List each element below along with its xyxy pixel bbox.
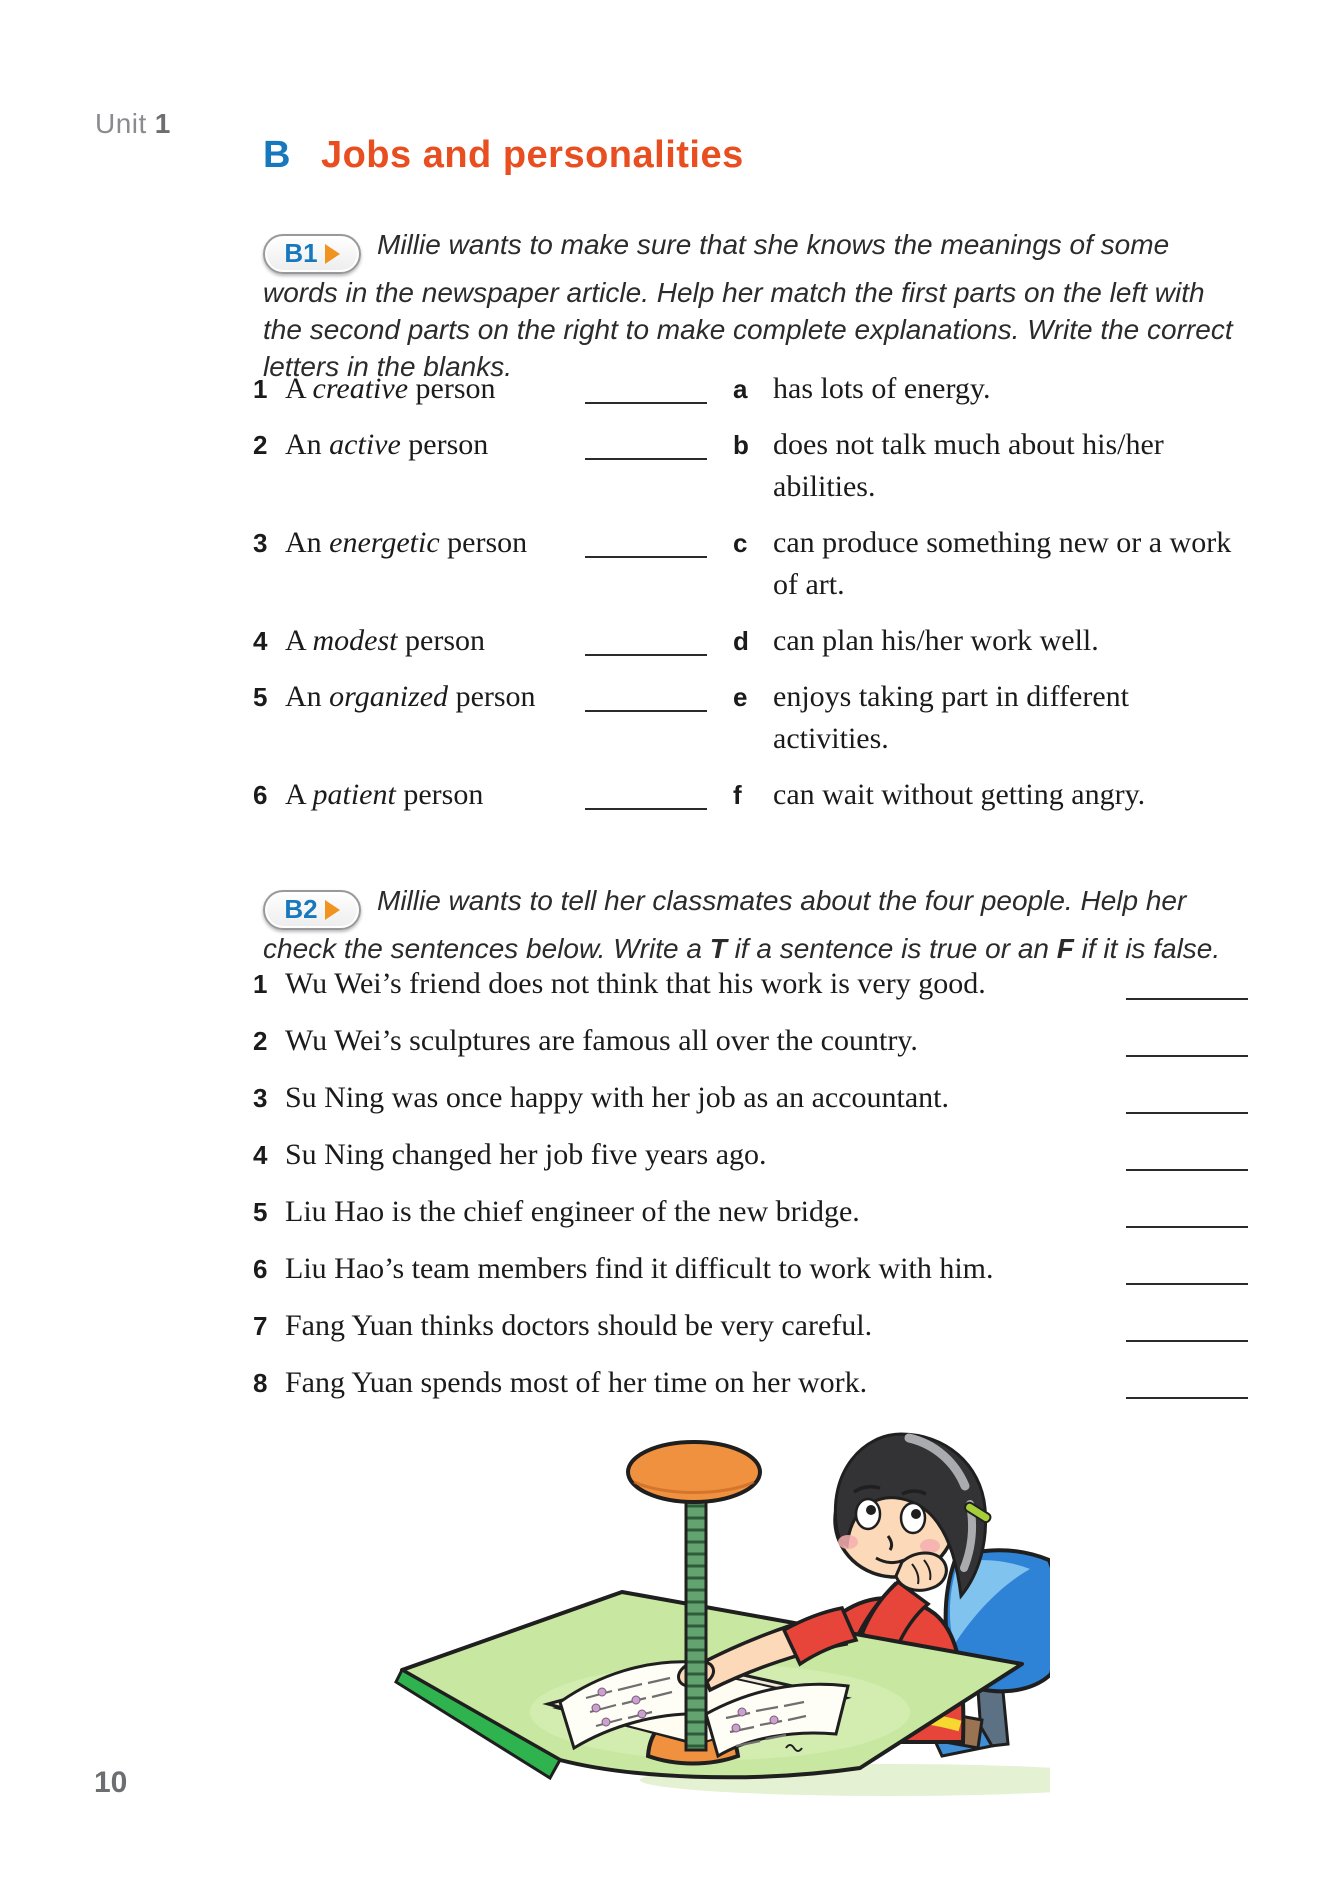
tf-row: [253, 1137, 1248, 1173]
b1-badge: [263, 234, 361, 274]
answer-blank[interactable]: [1126, 1251, 1248, 1285]
item-post: person: [400, 428, 489, 461]
b2-instruction-mid: if a sentence is true or an: [726, 932, 1057, 964]
answer-blank[interactable]: [1126, 1194, 1248, 1228]
item-number: 6: [253, 1254, 268, 1284]
item-pre: A: [285, 372, 313, 405]
illustration-boy-studying: [390, 1412, 1050, 1802]
match-row: [253, 424, 1248, 508]
statement-text: Wu Wei’s friend does not think that his work is very good.: [285, 967, 986, 1000]
match-row: [253, 522, 1248, 606]
answer-blank[interactable]: [585, 522, 707, 558]
item-text: [285, 676, 585, 718]
option-text: does not talk much about his/her abilities.: [773, 428, 1164, 503]
tf-row: [253, 1080, 1248, 1116]
option-text: can plan his/her work well.: [773, 624, 1099, 657]
option-letter: d: [733, 626, 749, 656]
item-number: 3: [253, 1083, 268, 1113]
item-number: 7: [253, 1311, 268, 1341]
page-number: 10: [94, 1766, 128, 1799]
item-text: [285, 368, 585, 410]
section-heading: [263, 134, 744, 177]
tf-row: [253, 1365, 1248, 1401]
answer-blank[interactable]: [585, 424, 707, 460]
b1-badge-label: B1: [284, 238, 318, 268]
match-row: [253, 368, 1248, 410]
unit-word: Unit: [95, 108, 147, 139]
item-pre: An: [285, 428, 330, 461]
item-number: 3: [253, 528, 268, 558]
item-keyword: organized: [329, 680, 449, 713]
option-text: can produce something new or a work of art.: [773, 526, 1232, 601]
answer-blank[interactable]: [585, 676, 707, 712]
item-number: 2: [253, 430, 268, 460]
play-triangle-icon: [325, 244, 340, 264]
option-text: can wait without getting angry.: [773, 778, 1146, 811]
play-triangle-icon: [325, 900, 340, 920]
item-number: 4: [253, 626, 268, 656]
item-pre: A: [285, 778, 313, 811]
tf-row: [253, 1023, 1248, 1059]
answer-blank[interactable]: [1126, 966, 1248, 1000]
statement-text: Fang Yuan spends most of her time on her work.: [285, 1366, 868, 1399]
answer-blank[interactable]: [585, 368, 707, 404]
b2-badge-label: B2: [284, 894, 318, 924]
match-row: [253, 620, 1248, 662]
b1-instruction-text: Millie wants to make sure that she knows the meanings of some words in the newspaper article. Help her match the first parts on the left with the second parts on the right to make complete explanations. Write the correct letters in the blanks.: [263, 229, 1233, 382]
answer-blank[interactable]: [585, 620, 707, 656]
option-text: enjoys taking part in different activities.: [773, 680, 1130, 755]
answer-blank[interactable]: [1126, 1080, 1248, 1114]
unit-label: [95, 108, 171, 140]
item-keyword: energetic: [329, 526, 440, 559]
true-letter: T: [709, 932, 727, 964]
b1-matching-list: [253, 368, 1248, 816]
item-number: 1: [253, 374, 268, 404]
item-number: 4: [253, 1140, 268, 1170]
option-letter: e: [733, 682, 748, 712]
b2-instruction-post: if it is false.: [1073, 932, 1221, 964]
tf-row: [253, 1251, 1248, 1287]
item-pre: An: [285, 526, 330, 559]
item-post: person: [439, 526, 528, 559]
item-number: 5: [253, 1197, 268, 1227]
item-pre: An: [285, 680, 330, 713]
item-pre: A: [285, 624, 313, 657]
statement-text: Liu Hao is the chief engineer of the new bridge.: [285, 1195, 860, 1228]
statement-text: Su Ning changed her job five years ago.: [285, 1138, 767, 1171]
b2-instructions: [263, 882, 1248, 967]
item-post: person: [397, 624, 485, 657]
option-letter: c: [733, 528, 748, 558]
option-text: has lots of energy.: [773, 372, 991, 405]
item-keyword: active: [329, 428, 401, 461]
item-number: 1: [253, 969, 268, 999]
item-keyword: creative: [312, 372, 409, 405]
unit-number: 1: [154, 108, 171, 139]
statement-text: Liu Hao’s team members find it difficult to work with him.: [285, 1252, 994, 1285]
item-text: [285, 774, 585, 816]
page-title: Jobs and personalities: [320, 134, 744, 176]
tf-row: [253, 1194, 1248, 1230]
item-text: [285, 522, 585, 564]
option-letter: a: [733, 374, 748, 404]
option-letter: f: [733, 780, 742, 810]
answer-blank[interactable]: [1126, 1137, 1248, 1171]
section-letter: B: [263, 134, 291, 176]
false-letter: F: [1056, 932, 1074, 964]
answer-blank[interactable]: [1126, 1365, 1248, 1399]
tf-row: [253, 966, 1248, 1002]
answer-blank[interactable]: [585, 774, 707, 810]
statement-text: Fang Yuan thinks doctors should be very careful.: [285, 1309, 873, 1342]
item-post: person: [395, 778, 484, 811]
answer-blank[interactable]: [1126, 1308, 1248, 1342]
item-keyword: modest: [312, 624, 398, 657]
item-number: 5: [253, 682, 268, 712]
match-row: [253, 774, 1248, 816]
statement-text: Su Ning was once happy with her job as an accountant.: [285, 1081, 949, 1114]
item-number: 2: [253, 1026, 268, 1056]
tf-row: [253, 1308, 1248, 1344]
statement-text: Wu Wei’s sculptures are famous all over the country.: [285, 1024, 918, 1057]
item-keyword: patient: [312, 778, 396, 811]
item-number: 6: [253, 780, 268, 810]
item-number: 8: [253, 1368, 268, 1398]
b2-instruction-pre: Millie wants to tell her classmates about the four people. Help her check the sentences below. Write a: [263, 885, 1187, 964]
b2-badge: [263, 890, 361, 930]
match-row: [253, 676, 1248, 760]
item-text: [285, 424, 585, 466]
item-post: person: [408, 372, 496, 405]
answer-blank[interactable]: [1126, 1023, 1248, 1057]
option-letter: b: [733, 430, 749, 460]
item-text: [285, 620, 585, 662]
b1-instructions: [263, 226, 1248, 385]
item-post: person: [448, 680, 536, 713]
b2-truefalse-list: [253, 966, 1248, 1401]
